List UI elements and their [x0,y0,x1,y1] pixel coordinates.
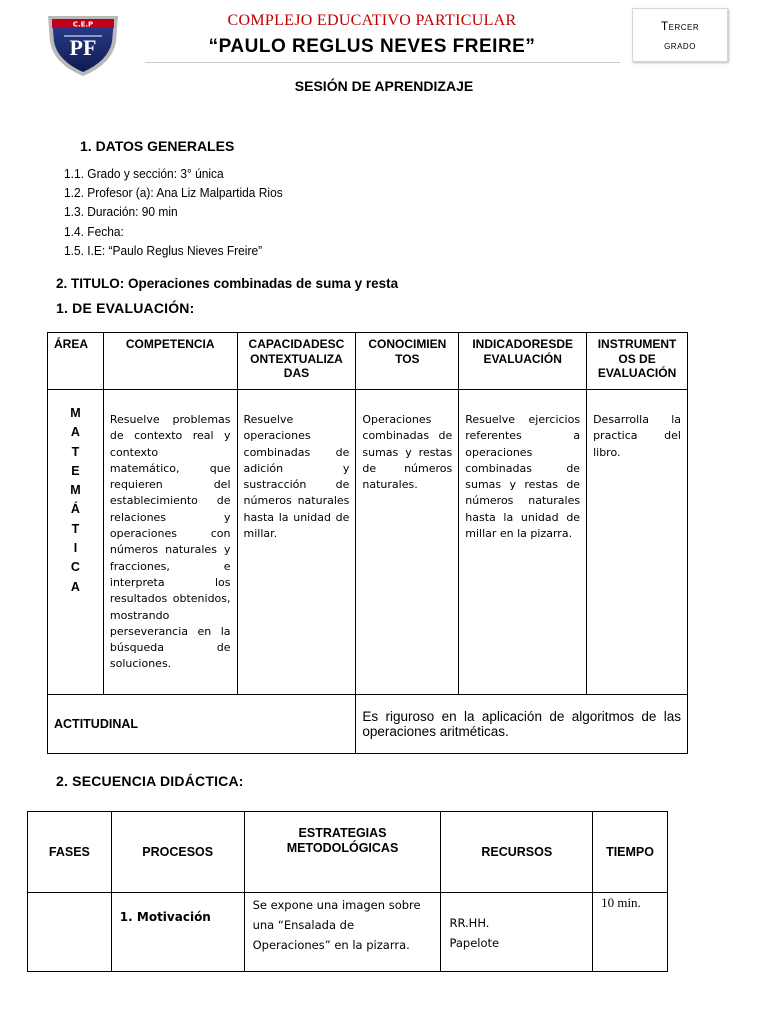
grade-line-1: Tercer [660,19,700,33]
capacidades-cell: Resuelve operaciones combinadas de adición y sustracción de números naturales hasta la unidad de millar. [237,390,356,695]
conocimientos-cell: Operaciones combinadas de sumas y restas de números naturales. [356,390,459,695]
evaluation-heading: 1. DE EVALUACIÓN: [56,300,195,316]
instrumentos-cell: Desarrolla la practica del libro. [587,390,688,695]
general-item-teacher: 1.2. Profesor (a): Ana Liz Malpartida Rios [64,185,283,201]
area-letter: A [70,425,80,440]
area-letter: I [73,541,78,556]
header-capacidades: CAPACIDADESC ONTEXTUALIZA DAS [237,333,356,390]
general-item-school: 1.5. I.E: “Paulo Reglus Nieves Freire” [64,242,263,258]
sequence-table [27,811,668,972]
evaluation-header-row [48,333,688,390]
header-instrumentos: INSTRUMENT OS DE EVALUACIÓN [587,333,688,390]
area-letter: T [71,521,80,536]
school-logo [44,12,122,78]
area-letter: A [70,579,80,594]
area-letter: E [71,463,80,478]
header-divider [145,62,620,63]
evaluation-content-row [48,390,688,695]
attitude-label: ACTITUDINAL [48,695,356,754]
indicadores-cell: Resuelve ejercicios referentes a operaciones combinadas de sumas y restas de números naturales hasta la unidad de millar en la pizarra. [459,390,587,695]
area-letter: C [70,560,80,575]
attitude-row [48,695,688,754]
proceso-cell: 1. Motivación [111,893,244,972]
area-letter: M [70,483,81,498]
general-data-heading: 1. DATOS GENERALES [80,138,235,154]
header-conocimientos: CONOCIMIEN TOS [356,333,459,390]
attitude-text: Es riguroso en la aplicación de algoritmos de las operaciones aritméticas. [356,695,688,754]
header-procesos: PROCESOS [111,812,244,893]
area-letter: Á [70,502,80,517]
general-item-grade: 1.1. Grado y sección: 3° única [64,166,224,181]
title-heading: 2. TITULO: Operaciones combinadas de suma y resta [56,276,399,291]
area-vertical-label [48,390,104,695]
estrategia-cell: Se expone una imagen sobre una “Ensalada de Operaciones” en la pizarra. [244,893,441,972]
header-competencia: COMPETENCIA [103,333,237,390]
general-item-date: 1.4. Fecha: [64,223,124,239]
grade-line-2: grado [664,38,696,52]
recurso-item: RR.HH. [449,916,490,930]
general-data-list [64,164,302,260]
area-letter: T [71,444,80,459]
sequence-heading: 2. SECUENCIA DIDÁCTICA: [56,773,244,789]
recurso-item: Papelote [449,936,500,950]
header-recursos: RECURSOS [441,812,593,893]
competencia-cell: Resuelve problemas de contexto real y contexto matemático, que requieren del establecimiento de relaciones y operaciones con números naturales y fracciones, e interpreta los resultados obtenidos, mostrando perseverancia en la búsqueda de soluciones. [103,390,237,695]
recursos-cell [441,893,593,972]
logo-top-text: C.E.P [72,20,94,29]
school-motto: “PAULO REGLUS NEVES FREIRE” [208,36,536,57]
sequence-row [28,893,668,972]
header-estrategias: ESTRATEGIAS METODOLÓGICAS [244,812,441,893]
sequence-header-row [28,812,668,893]
header-indicadores: INDICADORESDE EVALUACIÓN [459,333,587,390]
area-letter: M [70,406,81,420]
logo-initials: PF [69,35,97,60]
school-name: COMPLEJO EDUCATIVO PARTICULAR [227,12,517,29]
header-fases: FASES [28,812,112,893]
fase-cell [28,893,112,972]
tiempo-cell: 10 min. [593,893,668,972]
general-item-duration: 1.3. Duración: 90 min [64,204,178,220]
header-area: ÁREA [48,333,104,390]
grade-box [632,8,728,62]
session-title: SESIÓN DE APRENDIZAJE [294,78,474,94]
evaluation-table [47,332,688,754]
header-tiempo: TIEMPO [593,812,668,893]
